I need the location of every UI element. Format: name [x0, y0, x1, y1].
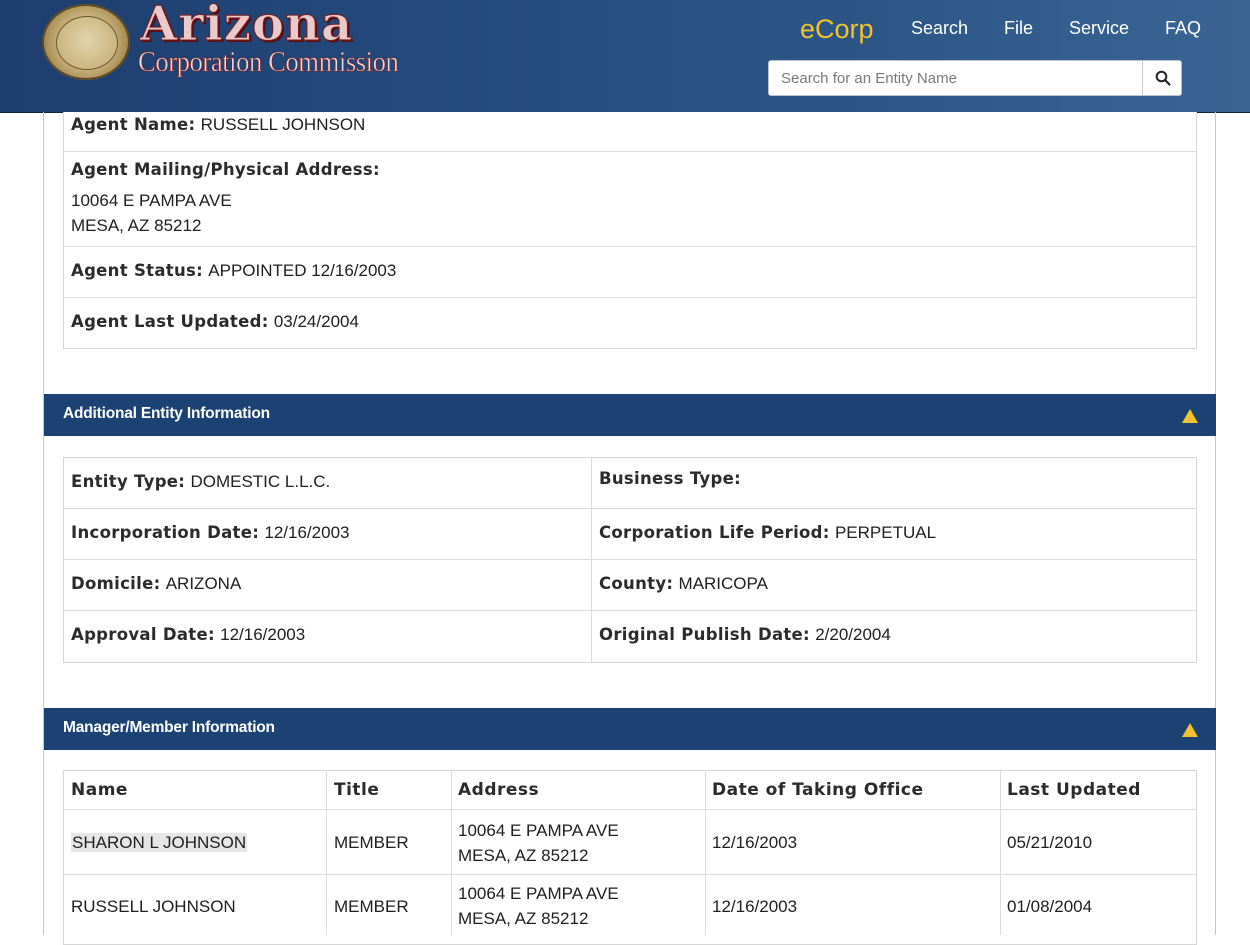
member-date-office: 12/16/2003 — [712, 833, 798, 852]
nav-faq-link[interactable]: FAQ — [1165, 18, 1202, 38]
agent-last-updated-value: 03/24/2004 — [273, 312, 359, 331]
incorporation-date-label: Incorporation Date: — [71, 523, 260, 542]
logo-title[interactable]: Arizona — [140, 0, 354, 52]
search-button[interactable] — [1142, 61, 1182, 95]
member-address-line2: MESA, AZ 85212 — [458, 846, 589, 865]
publish-date-value: 2/20/2004 — [815, 625, 891, 644]
column-header-address[interactable]: Address — [458, 780, 540, 800]
nav-ecorp-link[interactable]: eCorp — [800, 14, 874, 44]
member-title: MEMBER — [334, 897, 409, 916]
divider — [63, 151, 1197, 152]
logo-subtitle[interactable]: Corporation Commission — [138, 46, 399, 78]
state-seal-logo[interactable] — [42, 4, 130, 80]
entity-type-value: DOMESTIC L.L.C. — [190, 472, 331, 491]
domicile-value: ARIZONA — [165, 574, 242, 593]
agent-name — [71, 115, 365, 135]
member-address-line2: MESA, AZ 85212 — [458, 909, 589, 928]
member-address-line1: 10064 E PAMPA AVE — [458, 821, 619, 840]
agent-name-value: RUSSELL JOHNSON — [200, 115, 366, 134]
business-type-label: Business Type: — [599, 469, 741, 488]
additional-info-header[interactable] — [44, 394, 1216, 436]
divider — [63, 297, 1197, 298]
divider — [63, 874, 1197, 875]
column-divider — [1000, 771, 1001, 935]
site-header — [0, 0, 1250, 113]
business-type — [599, 469, 741, 489]
domicile-label: Domicile: — [71, 574, 161, 593]
entity-type — [71, 472, 330, 492]
manager-info-header[interactable] — [44, 708, 1216, 750]
approval-date — [71, 625, 305, 645]
member-last-updated: 01/08/2004 — [1007, 897, 1093, 916]
nav-service-link[interactable]: Service — [1069, 18, 1130, 38]
agent-last-updated-label: Agent Last Updated: — [71, 312, 269, 331]
county — [599, 574, 768, 594]
agent-address-line2: MESA, AZ 85212 — [71, 216, 202, 235]
county-value: MARICOPA — [678, 574, 768, 593]
publish-date-label: Original Publish Date: — [599, 625, 810, 644]
member-date-office: 12/16/2003 — [712, 897, 798, 916]
column-divider — [326, 771, 327, 935]
seal-emblem — [56, 16, 118, 70]
column-divider — [591, 458, 592, 662]
collapse-triangle-icon[interactable] — [1182, 723, 1198, 737]
agent-address-line1: 10064 E PAMPA AVE — [71, 191, 232, 210]
collapse-triangle-icon[interactable] — [1182, 409, 1198, 423]
life-period-label: Corporation Life Period: — [599, 523, 830, 542]
entity-search-input[interactable] — [769, 61, 1141, 95]
corporation-life-period — [599, 523, 936, 543]
agent-name-label: Agent Name: — [71, 115, 196, 134]
table-row — [71, 830, 247, 855]
column-header-name[interactable]: Name — [71, 780, 128, 800]
member-name[interactable]: SHARON L JOHNSON — [72, 833, 247, 852]
search-icon — [1155, 70, 1171, 86]
approval-date-value: 12/16/2003 — [220, 625, 306, 644]
section-title: Manager/Member Information — [63, 719, 275, 736]
divider — [63, 559, 1197, 560]
agent-address — [71, 160, 380, 179]
member-name[interactable]: RUSSELL JOHNSON — [71, 897, 236, 916]
section-title: Additional Entity Information — [63, 405, 270, 422]
agent-last-updated — [71, 312, 359, 332]
domicile — [71, 574, 241, 594]
incorporation-date-value: 12/16/2003 — [264, 523, 350, 542]
incorporation-date — [71, 523, 349, 543]
agent-status-label: Agent Status: — [71, 261, 204, 280]
member-last-updated: 05/21/2010 — [1007, 833, 1093, 852]
divider — [63, 246, 1197, 247]
nav-search-link[interactable]: Search — [911, 18, 969, 38]
divider — [63, 809, 1197, 810]
column-divider — [451, 771, 452, 935]
agent-status-value: APPOINTED 12/16/2003 — [208, 261, 397, 280]
original-publish-date — [599, 625, 891, 645]
column-header-date-office[interactable]: Date of Taking Office — [712, 780, 924, 800]
entity-search — [768, 60, 1182, 96]
column-header-title[interactable]: Title — [334, 780, 380, 800]
column-divider — [705, 771, 706, 935]
member-address-line1: 10064 E PAMPA AVE — [458, 884, 619, 903]
agent-address-label: Agent Mailing/Physical Address: — [71, 160, 380, 179]
agent-status — [71, 261, 396, 281]
county-label: County: — [599, 574, 674, 593]
entity-type-label: Entity Type: — [71, 472, 186, 491]
approval-date-label: Approval Date: — [71, 625, 215, 644]
table-row — [71, 894, 236, 919]
member-title: MEMBER — [334, 833, 409, 852]
nav-file-link[interactable]: File — [1004, 18, 1034, 38]
divider — [63, 508, 1197, 509]
column-header-last-updated[interactable]: Last Updated — [1007, 780, 1141, 800]
divider — [63, 610, 1197, 611]
life-period-value: PERPETUAL — [834, 523, 937, 542]
